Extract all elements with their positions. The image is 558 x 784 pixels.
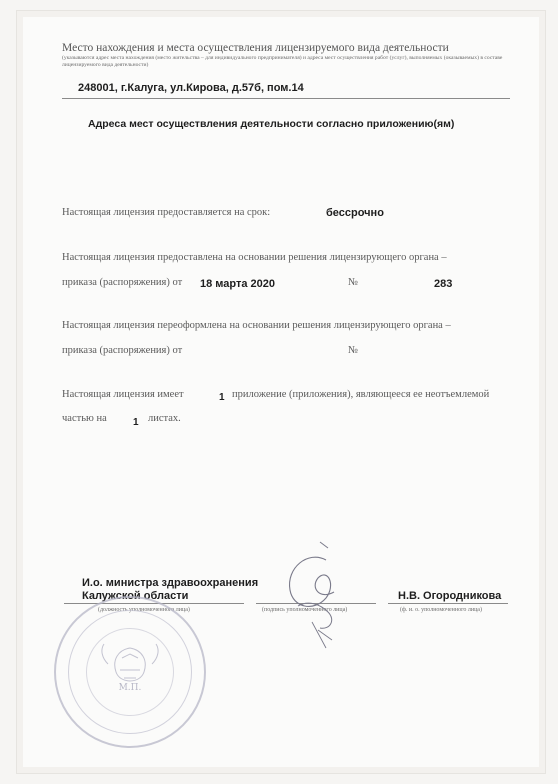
- term-value: бессрочно: [326, 207, 384, 219]
- basis-number: 283: [434, 278, 453, 290]
- header-subtitle: (указываются адрес места нахождения (место жительства – для индивидуального предпринимателя) и адреса мест осуществления работ (услуг), выполняемых (оказываемых) в составе лицензируемого вида деятельности): [62, 55, 503, 68]
- signer-position-line2: Калужской области: [82, 590, 189, 602]
- reissue-line2: приказа (распоряжения) от: [62, 345, 183, 356]
- signer-name: Н.В. Огородникова: [398, 590, 502, 602]
- appendix-post: приложение (приложения), являющееся ее неотъемлемой: [232, 389, 490, 400]
- appendix-count: 1: [219, 392, 225, 403]
- signer-position-line1: И.о. министра здравоохранения: [82, 577, 259, 589]
- appendix-line2-pre: частью на: [62, 413, 107, 424]
- places-note: Адреса мест осуществления деятельности согласно приложению(ям): [88, 118, 455, 130]
- caption-name: (ф. и. о. уполномоченного лица): [400, 607, 482, 613]
- basis-date: 18 марта 2020: [200, 278, 276, 290]
- caption-signature: (подпись уполномоченного лица): [262, 607, 348, 613]
- handwritten-signature: [268, 530, 378, 650]
- reissue-line1: Настоящая лицензия переоформлена на основании решения лицензирующего органа –: [62, 320, 451, 331]
- stamp-center-text: М.П.: [118, 683, 142, 693]
- basis-line1: Настоящая лицензия предоставлена на основании решения лицензирующего органа –: [62, 252, 447, 263]
- address-value: 248001, г.Калуга, ул.Кирова, д.57б, пом.14: [78, 82, 304, 94]
- basis-line2: приказа (распоряжения) от: [62, 277, 183, 288]
- caption-position: (должность уполномоченного лица): [98, 607, 190, 613]
- address-underline: [62, 98, 510, 99]
- official-stamp: [54, 596, 206, 748]
- term-label: Настоящая лицензия предоставляется на срок:: [62, 207, 271, 218]
- basis-no-sign: №: [348, 277, 359, 288]
- appendix-pre: Настоящая лицензия имеет: [62, 389, 184, 400]
- stamp-emblem-icon: [56, 598, 204, 746]
- appendix-sheets: 1: [133, 417, 139, 428]
- appendix-line2-post: листах.: [148, 413, 181, 424]
- header-title: Место нахождения и места осуществления лицензируемого вида деятельности: [62, 42, 449, 54]
- reissue-no-sign: №: [348, 345, 359, 356]
- name-underline: [388, 603, 508, 604]
